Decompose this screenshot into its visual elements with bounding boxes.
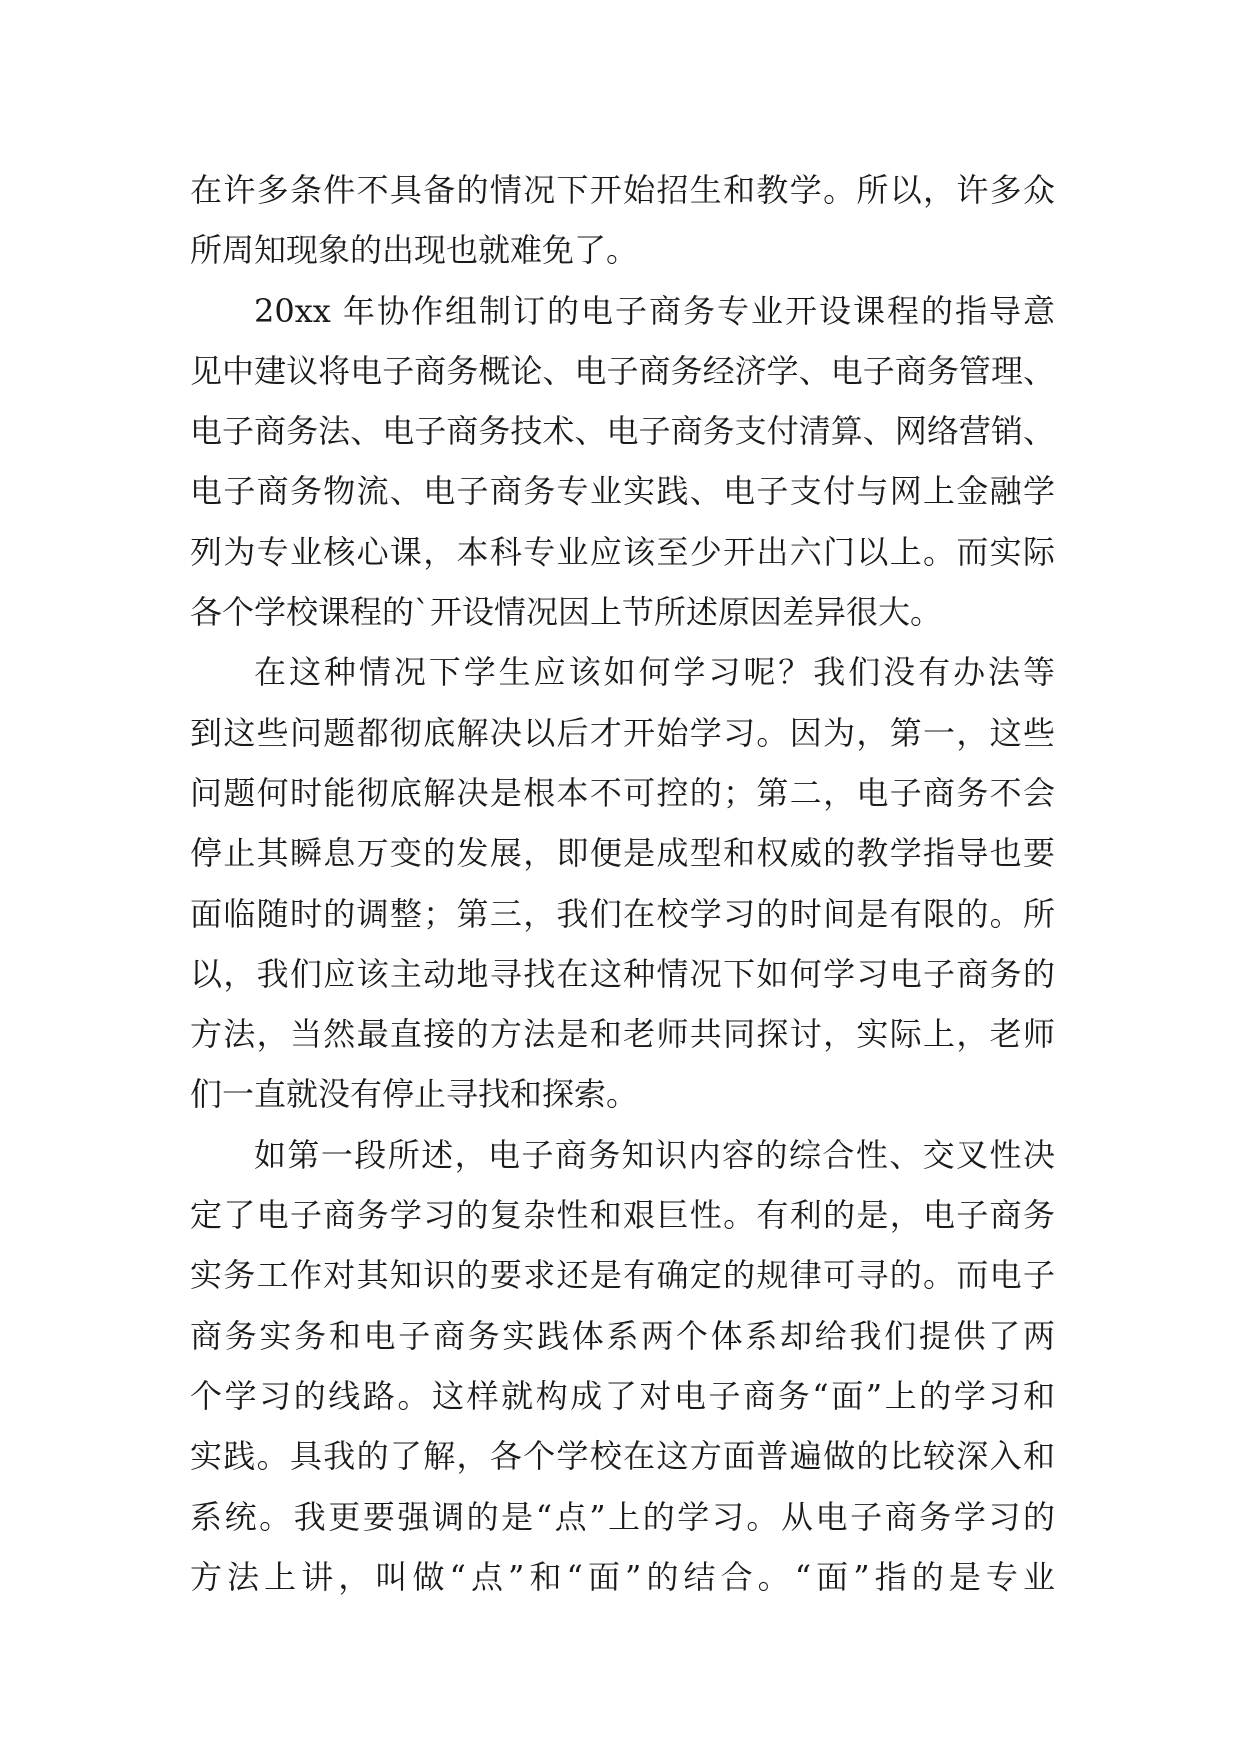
text-line: 以，我们应该主动地寻找在这种情况下如何学习电子商务的 [190,954,1055,993]
text-line: 问题何时能彻底解决是根本不可控的；第二，电子商务不会 [190,773,1055,812]
paragraph-3 [190,642,1055,1124]
text-line: 停止其瞬息万变的发展，即便是成型和权威的教学指导也要 [190,834,1055,873]
paragraph-4 [190,1125,1055,1607]
text-line: 电子商务物流、电子商务专业实践、电子支付与网上金融学 [190,472,1055,511]
text-line: 所周知现象的出现也就难免了。 [190,231,639,270]
text-line: 定了电子商务学习的复杂性和艰巨性。有利的是，电子商务 [190,1196,1055,1235]
paragraph-2 [190,281,1055,643]
text-line: 电子商务法、电子商务技术、电子商务支付清算、网络营销、 [190,412,1055,451]
text-line: 商务实务和电子商务实践体系两个体系却给我们提供了两 [190,1316,1055,1355]
text-line: 们一直就没有停止寻找和探索。 [190,1075,639,1114]
text-line: 列为专业核心课，本科专业应该至少开出六门以上。而实际 [190,532,1055,571]
text-line: 到这些问题都彻底解决以后才开始学习。因为，第一，这些 [190,713,1055,752]
text-line: 方法上讲，叫做“点”和“面”的结合。“面”指的是专业 [190,1557,1055,1596]
text-line: 实践。具我的了解，各个学校在这方面普遍做的比较深入和 [190,1437,1055,1476]
text-line: 方法，当然最直接的方法是和老师共同探讨，实际上，老师 [190,1015,1055,1054]
text-line: 实务工作对其知识的要求还是有确定的规律可寻的。而电子 [190,1256,1055,1295]
text-line: 如第一段所述，电子商务知识内容的综合性、交叉性决 [254,1135,1055,1174]
text-line: 20xx 年协作组制订的电子商务专业开设课程的指导意 [254,291,1055,330]
paragraph-1 [190,160,1055,281]
text-line: 个学习的线路。这样就构成了对电子商务“面”上的学习和 [190,1376,1055,1415]
document-body [190,160,1055,1607]
text-line: 面临随时的调整；第三，我们在校学习的时间是有限的。所 [190,894,1055,933]
text-line: 系统。我更要强调的是“点”上的学习。从电子商务学习的 [190,1497,1055,1536]
text-line: 在这种情况下学生应该如何学习呢？我们没有办法等 [254,653,1055,692]
text-line: 在许多条件不具备的情况下开始招生和教学。所以，许多众 [190,171,1055,209]
text-line: 见中建议将电子商务概论、电子商务经济学、电子商务管理、 [190,351,1055,390]
text-line: 各个学校课程的`开设情况因上节所述原因差异很大。 [190,593,943,632]
